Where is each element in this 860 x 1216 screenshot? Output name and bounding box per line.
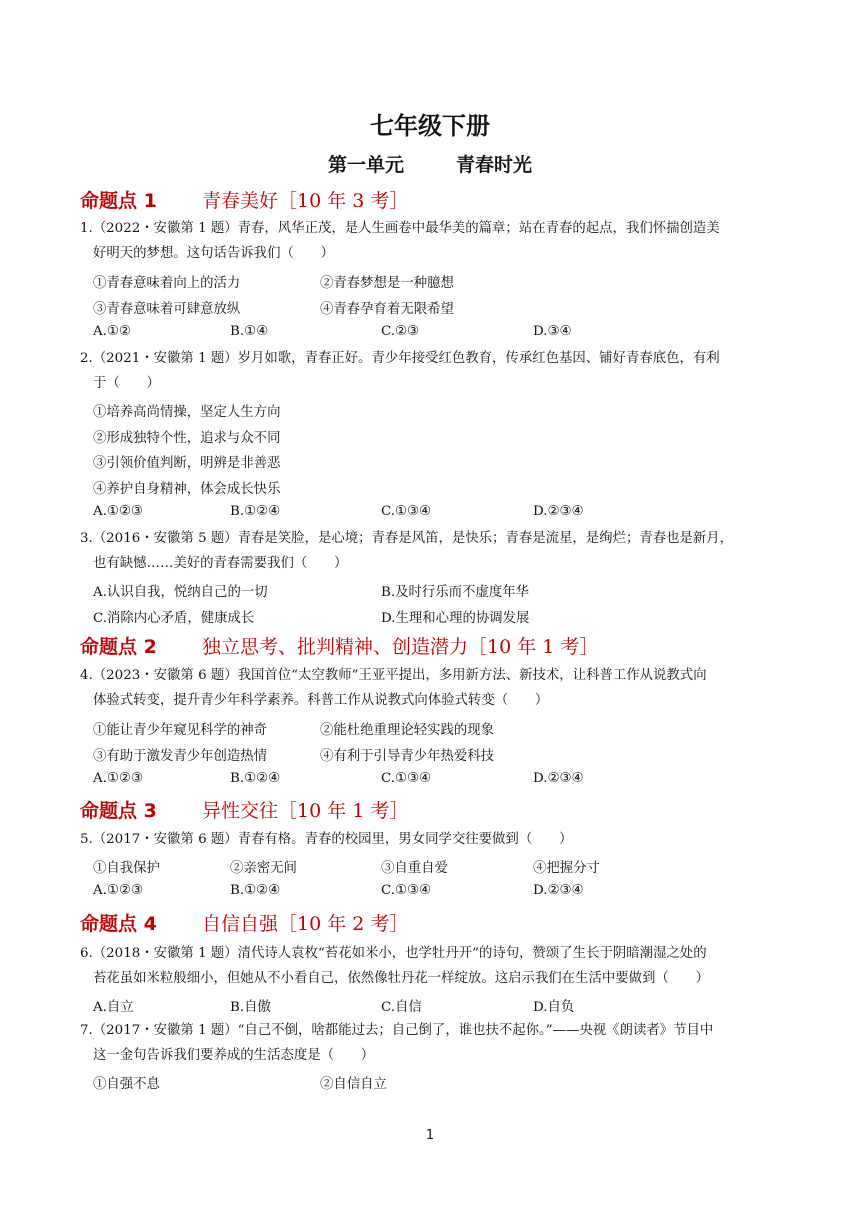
section-name: 自信自强［10 年 2 考］ (202, 913, 409, 935)
option: B.①②④ (230, 883, 281, 898)
option: C.①③④ (381, 504, 432, 519)
option: A.①② (93, 324, 131, 339)
option: B.①②④ (230, 771, 281, 786)
question-3-line-1: 3.（2016・安徽第 5 题）青春是笑脸，是心境；青春是风笛，是快乐；青春是流星，是绚烂；青春也是新月， (80, 531, 734, 546)
option: B.及时行乐而不虚度年华 (381, 585, 530, 600)
statement: ①自我保护 (93, 861, 160, 876)
section-heading-1 (80, 186, 408, 213)
option: A.认识自我，悦纳自己的一切 (93, 585, 268, 600)
statement: ④把握分寸 (533, 861, 600, 876)
page-number: 1 (425, 1128, 435, 1143)
section-number: 命题点 1 (80, 190, 157, 212)
statement: ③青春意味着可肆意放纵 (93, 302, 241, 317)
section-number: 命题点 4 (80, 913, 157, 935)
statement: ②自信自立 (320, 1077, 387, 1092)
option: C.①③④ (381, 883, 432, 898)
unit-name: 第一单元 (327, 154, 404, 176)
section-name: 青春美好［10 年 3 考］ (202, 190, 409, 212)
option: B.①②④ (230, 504, 281, 519)
unit-topic: 青春时光 (456, 154, 533, 176)
option: B.①④ (230, 324, 269, 339)
section-number: 命题点 2 (80, 636, 157, 658)
option: D.②③④ (533, 504, 584, 519)
section-heading-4 (80, 909, 408, 936)
statement: ②能杜绝重理论轻实践的现象 (320, 723, 495, 738)
question-2-line-1: 2.（2021・安徽第 1 题）岁月如歌，青春正好。青少年接受红色教育，传承红色基因、铺好青春底色，有利 (80, 351, 720, 366)
question-3-line-2: 也有缺憾……美好的青春需要我们（ ） (93, 556, 348, 571)
option: A.①②③ (93, 771, 143, 786)
statement: ③引领价值判断，明辨是非善恶 (93, 456, 281, 471)
question-2-line-2: 于（ ） (93, 376, 160, 391)
option: A.①②③ (93, 883, 143, 898)
option: D.②③④ (533, 883, 584, 898)
section-heading-2 (80, 632, 598, 659)
section-heading-3 (80, 796, 408, 823)
question-1-line-1: 1.（2022・安徽第 1 题）青春，风华正茂，是人生画卷中最华美的篇章；站在青春的起点，我们怀揣创造美 (80, 221, 720, 236)
question-7-line-1: 7.（2017・安徽第 1 题）“自己不倒，啥都能过去；自己倒了，谁也扶不起你。”——央视《朗读者》节目中 (80, 1023, 714, 1038)
statement: ②青春梦想是一种臆想 (320, 276, 454, 291)
section-name: 独立思考、批判精神、创造潜力［10 年 1 考］ (202, 636, 599, 658)
question-6-line-2: 苔花虽如米粒般细小，但她从不小看自己，依然像牡丹花一样绽放。这启示我们在生活中要做到（ ） (93, 971, 709, 986)
option: D.③④ (533, 324, 572, 339)
option: A.①②③ (93, 504, 143, 519)
option: A.自立 (93, 1000, 134, 1015)
statement: ①培养高尚情操，坚定人生方向 (93, 405, 281, 420)
statement: ②亲密无间 (230, 861, 297, 876)
statement: ③有助于激发青少年创造热情 (93, 749, 268, 764)
unit-heading (0, 150, 860, 177)
question-6-line-1: 6.（2018・安徽第 1 题）清代诗人袁枚“苔花如米小，也学牡丹开”的诗句，赞颂了生长于阴暗潮湿之处的 (80, 946, 707, 961)
option: C.①③④ (381, 771, 432, 786)
statement: ④有利于引导青少年热爱科技 (320, 749, 495, 764)
section-name: 异性交往［10 年 1 考］ (202, 800, 409, 822)
question-5-line-1: 5.（2017・安徽第 6 题）青春有格。青春的校园里，男女同学交往要做到（ ） (80, 832, 573, 847)
statement: ①自强不息 (93, 1077, 160, 1092)
question-1-line-2: 好明天的梦想。这句话告诉我们（ ） (93, 246, 335, 261)
question-7-line-2: 这一金句告诉我们要养成的生活态度是（ ） (93, 1048, 375, 1063)
statement: ④养护自身精神，体会成长快乐 (93, 482, 281, 497)
statement: ①青春意味着向上的活力 (93, 276, 241, 291)
statement: ②形成独特个性，追求与众不同 (93, 431, 281, 446)
option: D.生理和心理的协调发展 (381, 611, 530, 626)
statement: ③自重自爱 (381, 861, 448, 876)
statement: ④青春孕育着无限希望 (320, 302, 454, 317)
option: C.消除内心矛盾，健康成长 (93, 611, 255, 626)
option: C.②③ (381, 324, 420, 339)
option: C.自信 (381, 1000, 422, 1015)
question-4-line-2: 体验式转变，提升青少年科学素养。科普工作从说教式向体验式转变（ ） (93, 693, 549, 708)
option: B.自傲 (230, 1000, 271, 1015)
page-title: 七年级下册 (370, 112, 490, 140)
section-number: 命题点 3 (80, 800, 157, 822)
option: D.自负 (533, 1000, 575, 1015)
question-4-line-1: 4.（2023・安徽第 6 题）我国首位“太空教师”王亚平提出，多用新方法、新技术，让科普工作从说教式向 (80, 668, 707, 683)
option: D.②③④ (533, 771, 584, 786)
statement: ①能让青少年窥见科学的神奇 (93, 723, 268, 738)
